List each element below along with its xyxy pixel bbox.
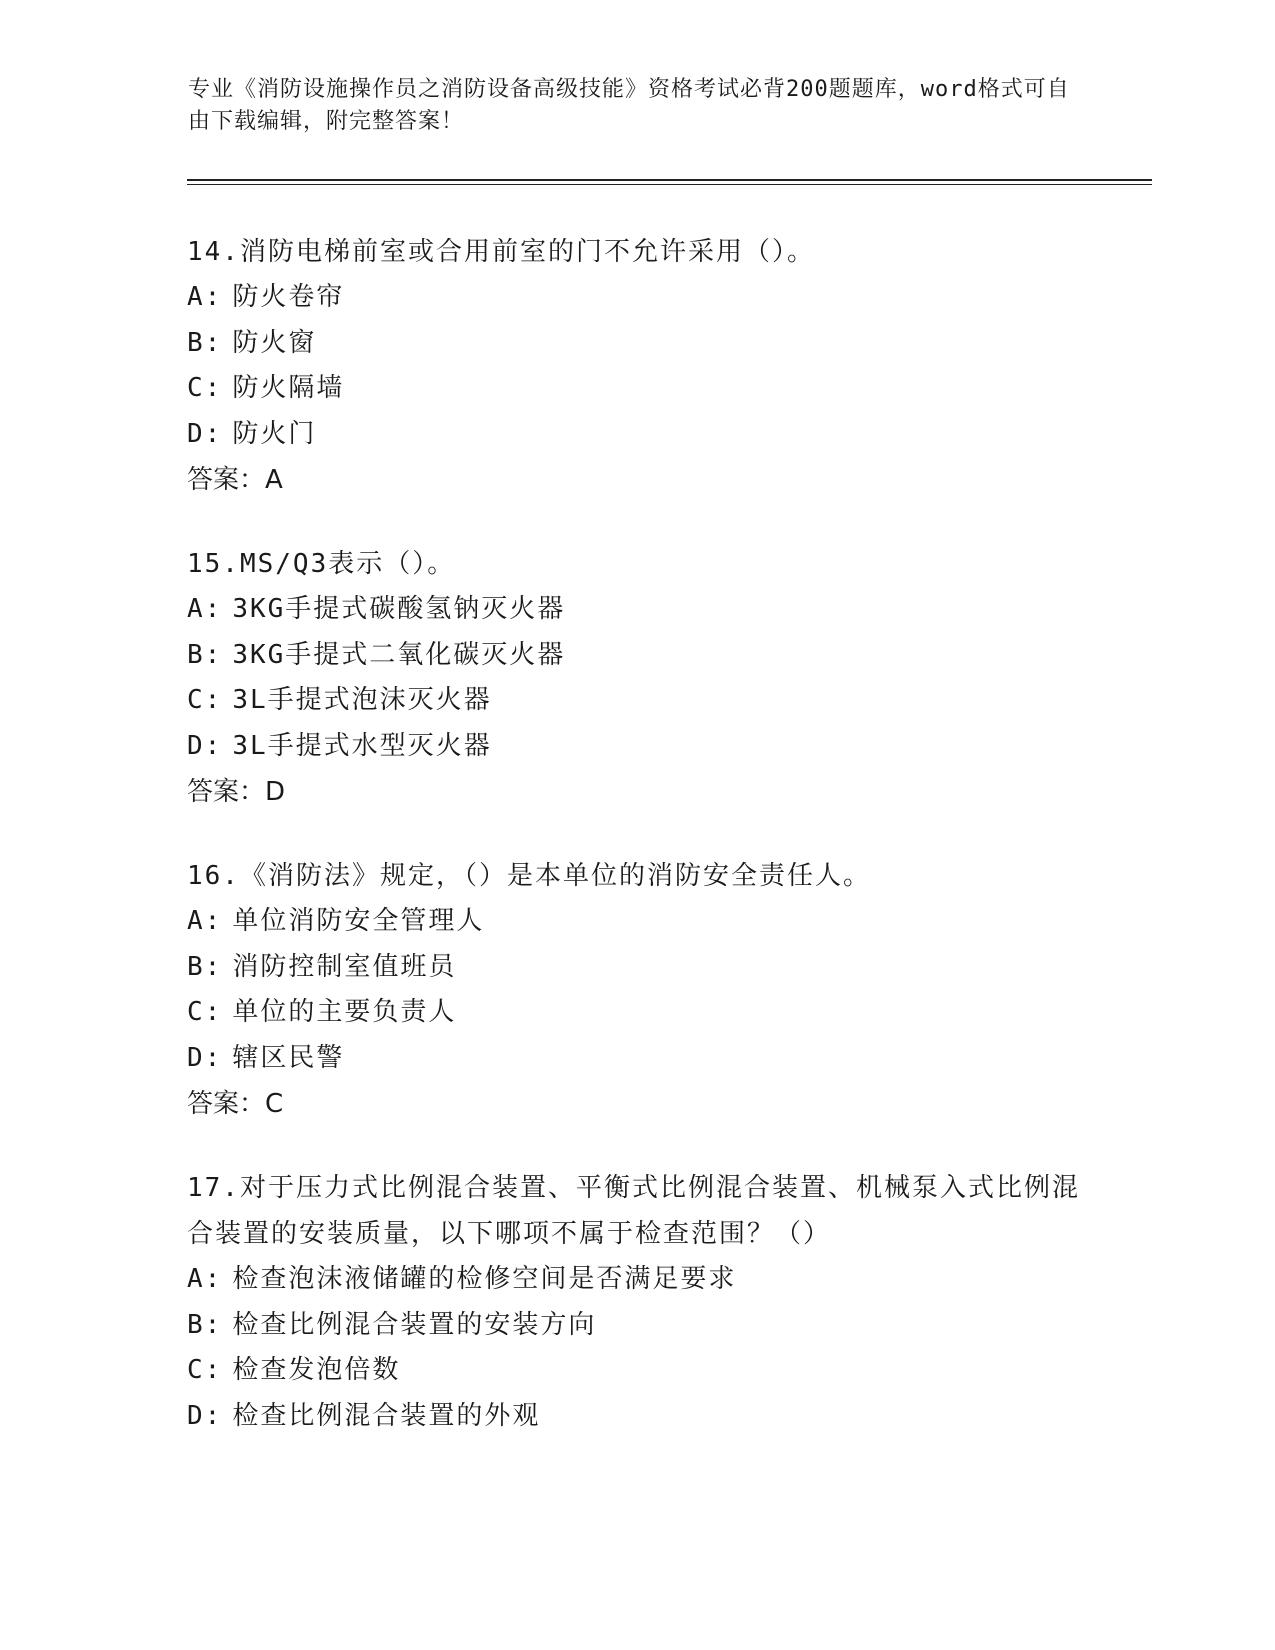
question-text: 15.MS/Q3表示（）。: [187, 549, 456, 579]
option-c: [187, 990, 1087, 1036]
option-a: [187, 275, 1087, 321]
option-d: [187, 412, 1087, 458]
option-text: 3KG手提式二氧化碳灭火器: [232, 639, 566, 670]
option-c: [187, 678, 1087, 724]
question-14: [187, 229, 1087, 503]
option-c: [187, 1348, 1087, 1394]
option-letter: C:: [187, 1355, 223, 1385]
option-letter: C:: [187, 997, 223, 1027]
header-text: 专业《消防设施操作员之消防设备高级技能》资格考试必背200题题库，word格式可自由下载编辑，附完整答案！: [188, 77, 1070, 134]
question-text: 17.对于压力式比例混合装置、平衡式比例混合装置、机械泵入式比例混合装置的安装质量，以下哪项不属于检查范围？（）: [187, 1173, 1080, 1249]
option-text: 辖区民警: [232, 1042, 345, 1073]
question-16: [187, 853, 1087, 1127]
option-b: [187, 321, 1087, 367]
option-text: 单位消防安全管理人: [232, 906, 485, 936]
option-text: 防火门: [232, 418, 317, 449]
option-letter: C:: [187, 685, 223, 715]
answer-line: 答案：D: [187, 777, 286, 807]
answer-line: 答案：C: [187, 1089, 284, 1119]
option-b: [187, 945, 1087, 991]
option-letter: D:: [187, 418, 223, 449]
option-text: 防火窗: [232, 327, 317, 358]
question-text: 14.消防电梯前室或合用前室的门不允许采用（）。: [187, 237, 815, 267]
option-text: 检查比例混合装置的外观: [232, 1400, 541, 1431]
option-letter: A:: [187, 906, 223, 936]
option-letter: B:: [187, 951, 223, 982]
option-letter: D:: [187, 1042, 223, 1073]
option-letter: B:: [187, 327, 223, 358]
option-b: [187, 633, 1087, 679]
option-a: [187, 1257, 1087, 1303]
option-letter: B:: [187, 639, 223, 670]
option-text: 消防控制室值班员: [232, 951, 457, 982]
option-b: [187, 1303, 1087, 1349]
option-letter: A:: [187, 1264, 223, 1294]
option-text: 检查泡沫液储罐的检修空间是否满足要求: [232, 1264, 737, 1294]
option-letter: C:: [187, 373, 223, 403]
header-divider-thin: [187, 184, 1152, 185]
option-d: [187, 724, 1087, 770]
option-letter: A:: [187, 594, 223, 624]
option-letter: D:: [187, 730, 223, 761]
document-header: [188, 74, 1078, 138]
question-17: [187, 1165, 1087, 1439]
option-d: [187, 1394, 1087, 1440]
option-letter: A:: [187, 282, 223, 312]
option-letter: D:: [187, 1400, 223, 1431]
option-text: 防火卷帘: [232, 282, 345, 312]
option-text: 3KG手提式碳酸氢钠灭火器: [232, 594, 566, 624]
option-c: [187, 366, 1087, 412]
header-divider-thick: [187, 179, 1152, 181]
option-text: 3L手提式水型灭火器: [232, 730, 492, 761]
option-a: [187, 899, 1087, 945]
option-letter: B:: [187, 1309, 223, 1340]
option-a: [187, 587, 1087, 633]
question-text: 16.《消防法》规定，（）是本单位的消防安全责任人。: [187, 861, 871, 891]
option-text: 检查发泡倍数: [232, 1355, 401, 1385]
option-text: 防火隔墙: [232, 373, 345, 403]
option-text: 3L手提式泡沫灭火器: [232, 685, 492, 715]
option-text: 检查比例混合装置的安装方向: [232, 1309, 597, 1340]
option-d: [187, 1036, 1087, 1082]
answer-line: 答案：A: [187, 465, 283, 495]
question-list: [187, 229, 1087, 1477]
option-text: 单位的主要负责人: [232, 997, 457, 1027]
question-15: [187, 541, 1087, 815]
